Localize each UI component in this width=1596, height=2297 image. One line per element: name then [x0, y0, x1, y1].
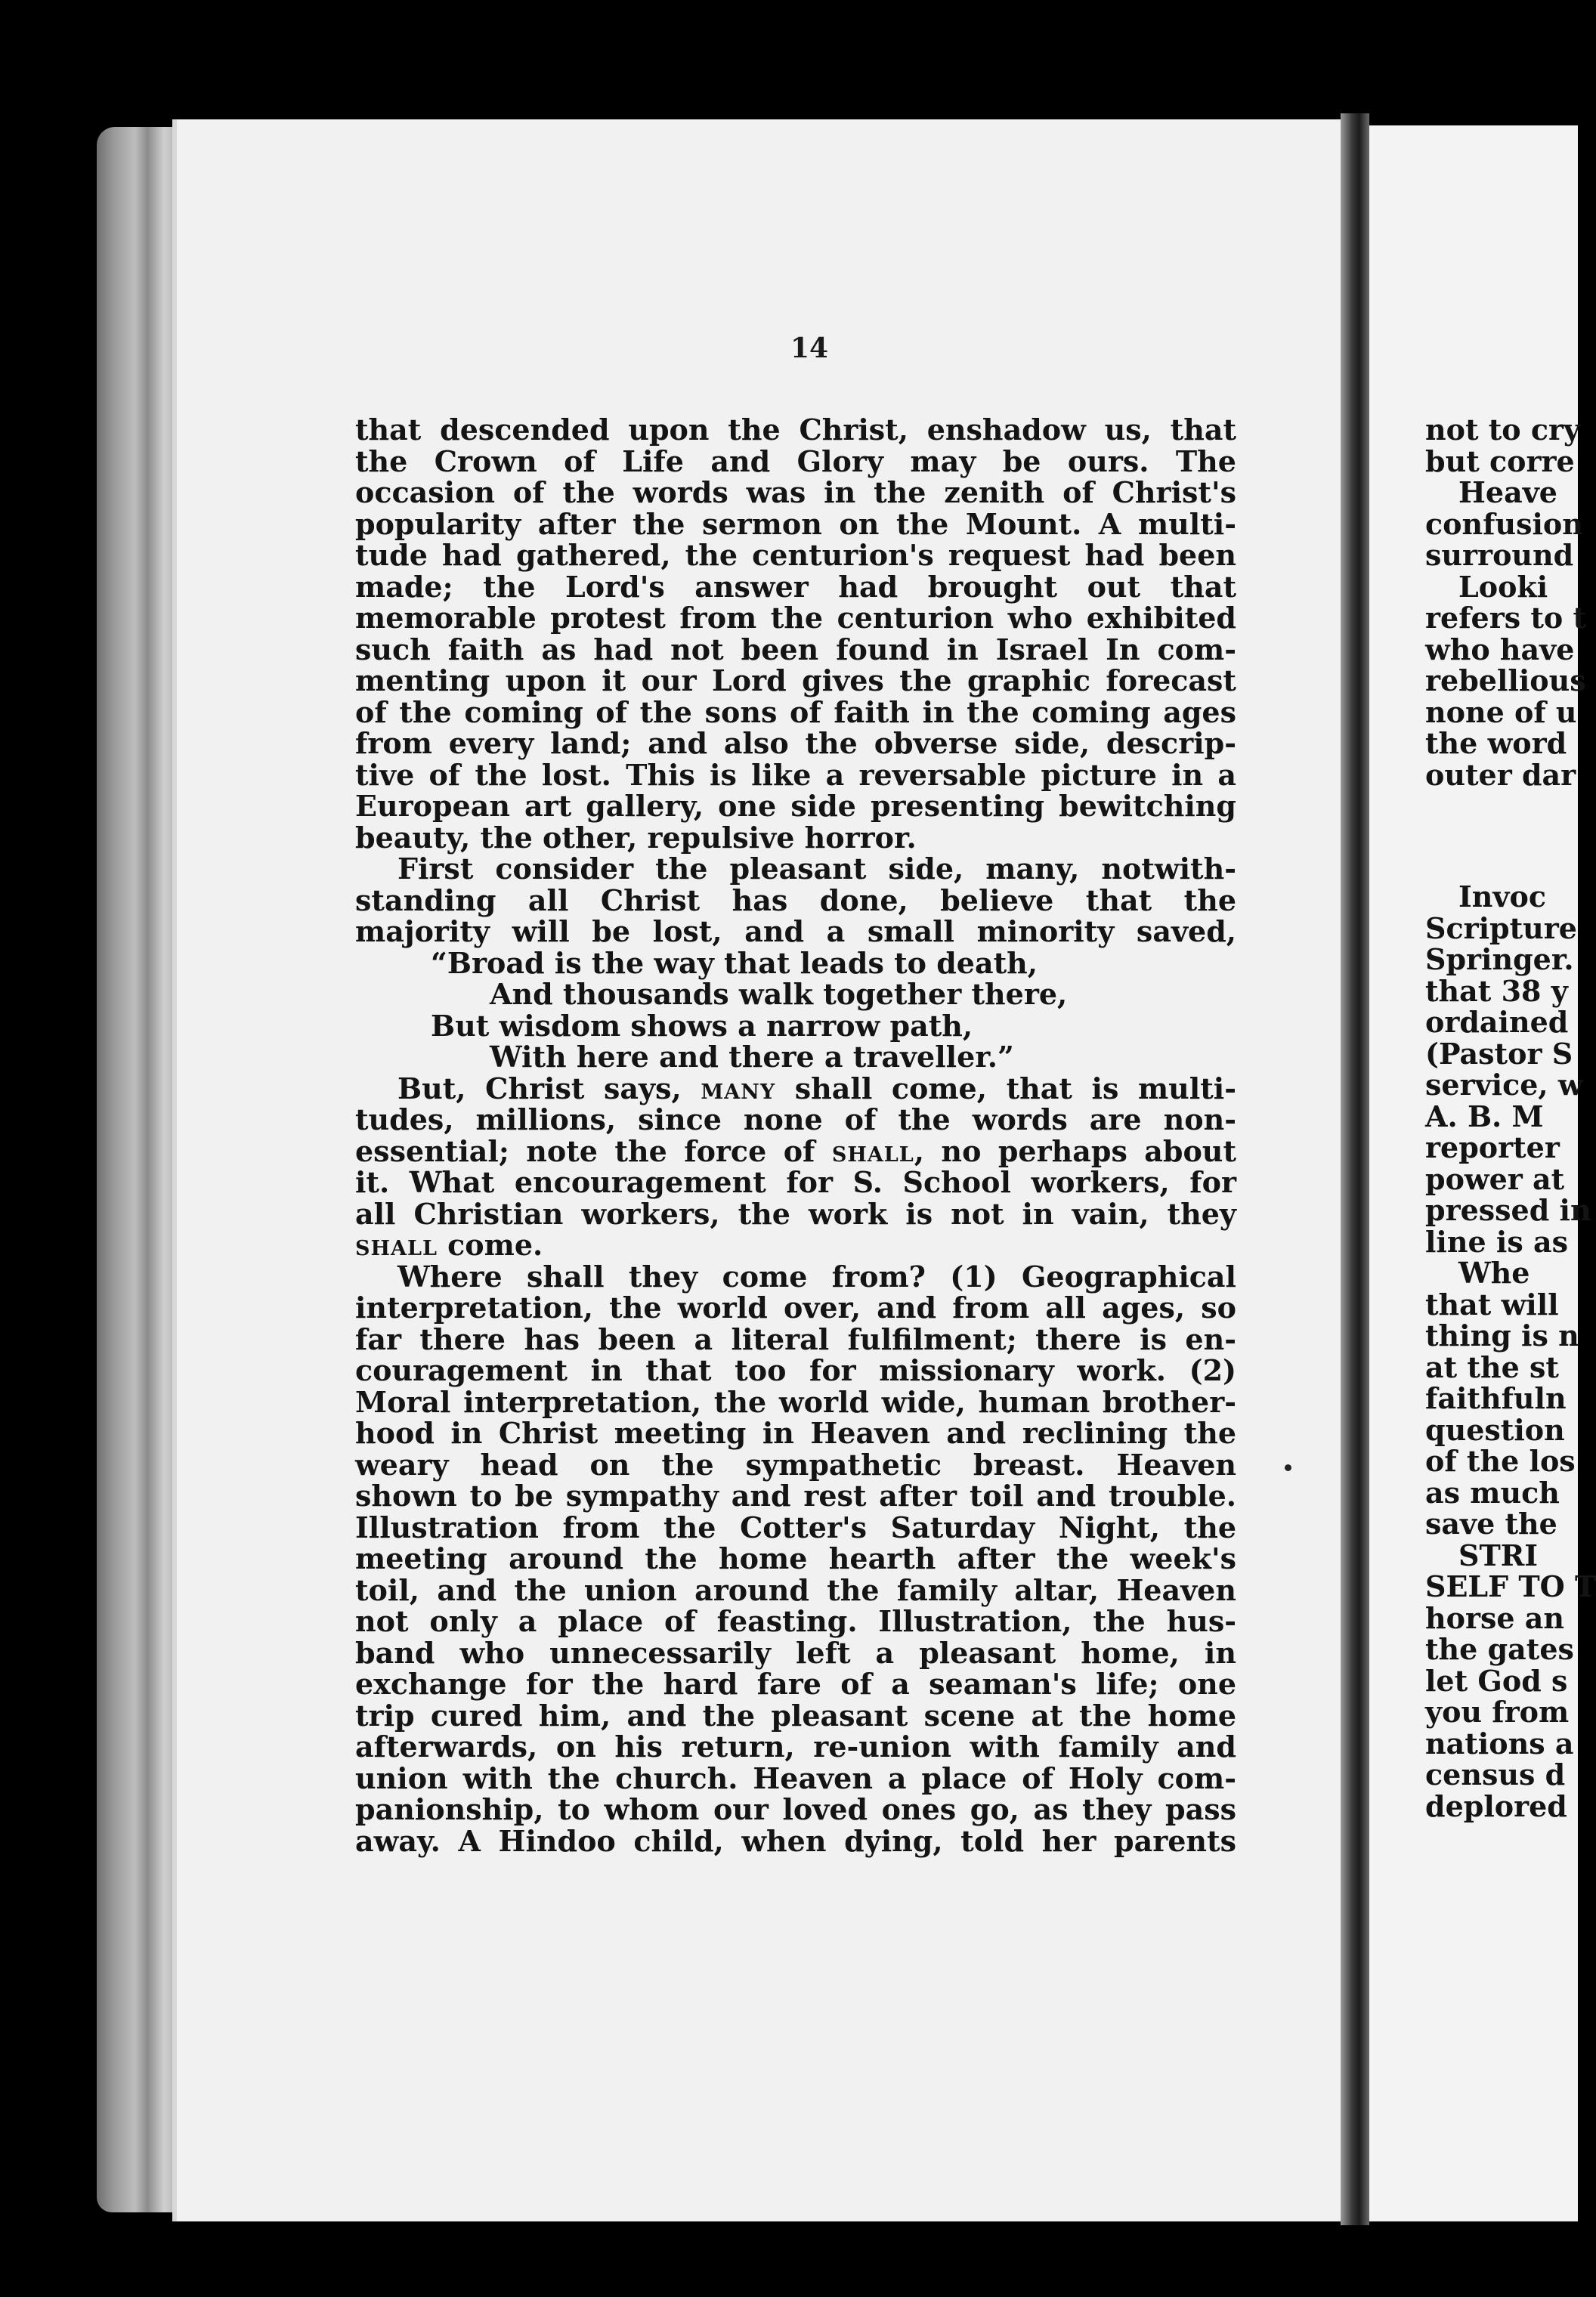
- text-line: far there has been a literal fulfilment; there is en-: [355, 1322, 1236, 1356]
- text-line: standing all Christ has done, believe that the: [355, 883, 1236, 917]
- text-line-fragment: who have: [1425, 632, 1575, 666]
- book-gutter: [1341, 113, 1369, 2225]
- text-line: panionship, to whom our loved ones go, as they pass: [355, 1792, 1236, 1826]
- text-line-fragment: Invoc: [1458, 880, 1546, 914]
- text-line-fragment: nations a: [1425, 1726, 1574, 1761]
- text-line: interpretation, the world over, and from all ages, so: [355, 1291, 1236, 1325]
- text-line-fragment: confusion: [1425, 506, 1583, 541]
- text-line: couragement in that too for missionary work. (2): [355, 1353, 1236, 1387]
- text-line-fragment: not to cry: [1425, 413, 1581, 447]
- text-line-fragment: Whe: [1458, 1256, 1530, 1290]
- text-line: menting upon it our Lord gives the graphic forecast: [355, 663, 1236, 697]
- text-line-fragment: line is as: [1425, 1224, 1568, 1259]
- text-line: toil, and the union around the family altar, Heaven: [355, 1572, 1236, 1607]
- text-line: popularity after the sermon on the Mount. A multi-: [355, 506, 1236, 541]
- text-line: SHALL come.: [355, 1228, 543, 1262]
- section-gap: [1425, 790, 1584, 881]
- page-number: 14: [790, 332, 829, 364]
- text-line: afterwards, on his return, re-union with family and: [355, 1730, 1236, 1764]
- text-line: majority will be lost, and a small minority saved,: [355, 914, 1236, 948]
- text-line-fragment: deplored: [1425, 1788, 1567, 1823]
- text-line: But wisdom shows a narrow path,: [431, 1008, 973, 1043]
- text-line-fragment: the word: [1425, 726, 1567, 760]
- text-line: Illustration from the Cotter's Saturday Night, the: [355, 1510, 1236, 1544]
- text-line: hood in Christ meeting in Heaven and reclining the: [355, 1416, 1236, 1450]
- text-line-fragment: A. B. M: [1425, 1099, 1544, 1133]
- text-line: tive of the lost. This is like a reversable picture in a: [355, 757, 1236, 792]
- text-line-fragment: that 38 y: [1425, 973, 1568, 1008]
- text-line-fragment: faithfuln: [1425, 1381, 1567, 1415]
- text-line-fragment: Heave: [1458, 475, 1557, 509]
- text-line-fragment: refers to t: [1425, 601, 1587, 635]
- text-line-fragment: (Pastor S: [1425, 1036, 1573, 1071]
- text-line-fragment: surround: [1425, 538, 1574, 572]
- text-line-fragment: ordained: [1425, 1005, 1569, 1039]
- text-line: trip cured him, and the pleasant scene at the home: [355, 1698, 1236, 1733]
- text-line: of the coming of the sons of faith in the coming ages: [355, 694, 1236, 729]
- text-line: from every land; and also the obverse side, descrip-: [355, 726, 1236, 760]
- text-line: With here and there a traveller.”: [490, 1040, 1014, 1074]
- text-line-fragment: of the los: [1425, 1444, 1576, 1478]
- text-line: away. A Hindoo child, when dying, told her parents: [355, 1823, 1236, 1858]
- text-line-fragment: Scripture: [1425, 910, 1577, 945]
- text-line: not only a place of feasting. Illustration, the hus-: [355, 1604, 1236, 1638]
- text-line: it. What encouragement for S. School workers, for: [355, 1165, 1236, 1199]
- text-line-fragment: census d: [1425, 1758, 1566, 1792]
- text-line-fragment: let God s: [1425, 1663, 1568, 1698]
- text-line-fragment: you from: [1425, 1695, 1570, 1729]
- text-line: “Broad is the way that leads to death,: [431, 945, 1038, 980]
- text-line: beauty, the other, repulsive horror.: [355, 820, 917, 855]
- text-line: European art gallery, one side presenting bewitching: [355, 789, 1236, 823]
- text-line-fragment: pressed in: [1425, 1193, 1591, 1227]
- text-line-fragment: Looki: [1458, 569, 1548, 604]
- text-line: such faith as had not been found in Israel In com-: [355, 632, 1236, 666]
- text-line: memorable protest from the centurion who exhibited: [355, 601, 1236, 635]
- text-line: Moral interpretation, the world wide, human brother-: [355, 1384, 1236, 1419]
- text-line-fragment: SELF TO T: [1425, 1569, 1596, 1603]
- text-line-fragment: but corre: [1425, 444, 1575, 478]
- text-line: that descended upon the Christ, enshadow us, that: [355, 413, 1236, 447]
- text-line-fragment: horse an: [1425, 1600, 1565, 1635]
- text-line-fragment: service, w: [1425, 1068, 1583, 1102]
- text-line: tudes, millions, since none of the words are non-: [355, 1102, 1236, 1136]
- text-line-fragment: the gates: [1425, 1632, 1574, 1666]
- text-line-fragment: save the: [1425, 1507, 1557, 1541]
- text-line: union with the church. Heaven a place of Holy com-: [355, 1761, 1236, 1795]
- text-line: exchange for the hard fare of a seaman's life; one: [355, 1667, 1236, 1701]
- text-line: the Crown of Life and Glory may be ours. The: [355, 444, 1236, 478]
- text-line-fragment: Springer.: [1425, 942, 1574, 976]
- page-stack-edge: [97, 127, 181, 2212]
- text-line: And thousands walk together there,: [490, 977, 1068, 1011]
- text-line-fragment: power at: [1425, 1161, 1565, 1196]
- text-line-fragment: none of u: [1425, 694, 1577, 729]
- left-page-body-text: [355, 414, 1236, 1856]
- text-line-fragment: question: [1425, 1412, 1565, 1447]
- text-line: made; the Lord's answer had brought out that: [355, 569, 1236, 604]
- text-line: all Christian workers, the work is not in vain, they: [355, 1196, 1236, 1231]
- text-line: shown to be sympathy and rest after toil and trouble.: [355, 1479, 1236, 1513]
- text-line: Where shall they come from? (1) Geographical: [397, 1259, 1236, 1294]
- text-line: occasion of the words was in the zenith of Christ's: [355, 475, 1236, 509]
- text-line: meeting around the home hearth after the week's: [355, 1541, 1236, 1575]
- text-line-fragment: at the st: [1425, 1349, 1559, 1384]
- text-line: essential; note the force of SHALL, no perhaps about: [355, 1133, 1236, 1168]
- text-line-fragment: rebellious: [1425, 663, 1586, 697]
- text-line-fragment: reporter: [1425, 1130, 1560, 1164]
- text-line-fragment: outer dar: [1425, 757, 1576, 792]
- ink-speck: [1285, 1464, 1291, 1471]
- text-line: tude had gathered, the centurion's request had been: [355, 538, 1236, 572]
- text-line: First consider the pleasant side, many, notwith-: [397, 852, 1236, 886]
- text-line-fragment: STRI: [1458, 1538, 1539, 1572]
- text-line-fragment: thing is n: [1425, 1319, 1579, 1353]
- right-page-body-text: [1425, 413, 1596, 1823]
- text-line-fragment: that will: [1425, 1287, 1559, 1322]
- text-line: But, Christ says, MANY shall come, that is multi-: [397, 1071, 1236, 1105]
- text-line: band who unnecessarily left a pleasant home, in: [355, 1635, 1236, 1670]
- text-line-fragment: as much: [1425, 1475, 1560, 1510]
- text-line: weary head on the sympathetic breast. Heaven: [355, 1447, 1236, 1482]
